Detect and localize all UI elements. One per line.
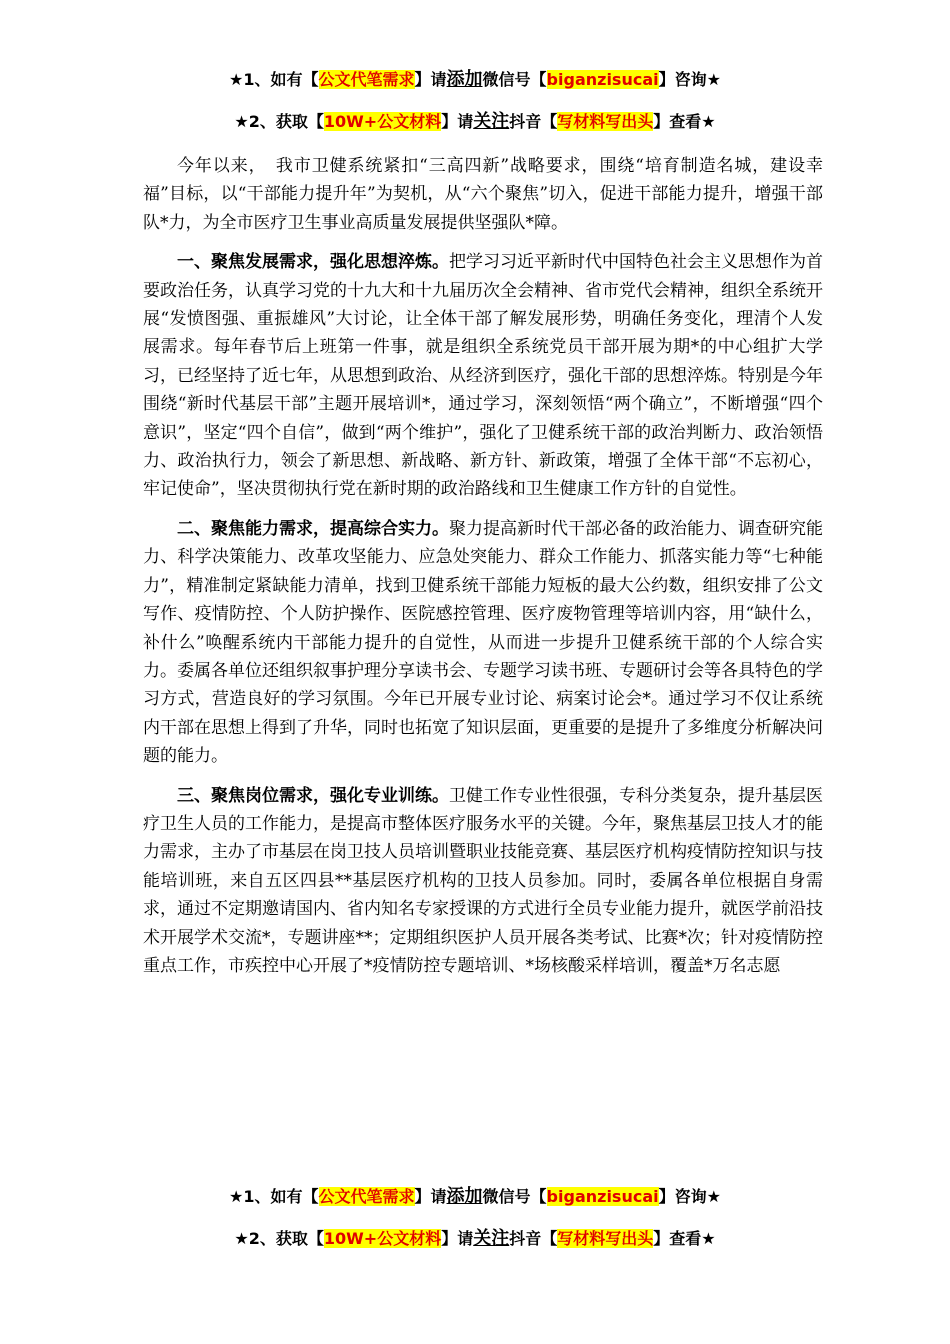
footer-ad-line-2 <box>0 1227 950 1251</box>
ad-text: 】查看★ <box>653 112 716 131</box>
ad-highlight-wechat-id: biganzisucai <box>546 1187 659 1206</box>
section-2-paragraph <box>143 515 823 771</box>
section-1-paragraph <box>143 248 823 504</box>
section-1-text: 把学习习近平新时代中国特色社会主义思想作为首要政治任务，认真学习党的十九大和十九届历次全会精神、省市党代会精神，组织全系统开展“发愤图强、重振雄风”大讨论，让全体干部了解发展形势，明确任务变化，理清个人发展需求。每年春节后上班第一件事，就是组织全系统党员干部开展为期*的中心组扩大学习，已经坚持了近七年，从思想到政治、从经济到医疗，强化干部的思想淬炼。特别是今年围绕“新时代基层干部”主题开展培训*，通过学习，深刻领悟“两个确立”，不断增强“四个意识”，坚定“四个自信”，做到“两个维护”，强化了卫健系统干部的政治判断力、政治领悟力、政治执行力，领会了新思想、新战略、新方针、新政策，增强了全体干部“不忘初心，牢记使命”，坚决贯彻执行党在新时期的政治路线和卫生健康工作方针的自觉性。 <box>143 252 823 500</box>
document-body <box>143 152 823 991</box>
ad-text: 微信号【 <box>482 70 547 89</box>
header-ad-line-1 <box>0 68 950 92</box>
intro-paragraph: 今年以来， 我市卫健系统紧扣“三高四新”战略要求，围绕“培育制造名城，建设幸福”目标，以“干部能力提升年”为契机，从“六个聚焦”切入，促进干部能力提升，增强干部队*力，为全市医疗卫生事业高质量发展提供坚强队*障。 <box>143 156 823 233</box>
ad-highlight: 公文代笔需求 <box>318 70 415 89</box>
section-1-heading: 一、聚焦发展需求，强化思想淬炼。 <box>177 252 449 273</box>
ad-text: ★1、如有【 <box>229 70 319 89</box>
footer-ad-line-1 <box>0 1185 950 1209</box>
ad-text: 】咨询★ <box>658 70 721 89</box>
section-2-heading: 二、聚焦能力需求，提高综合实力。 <box>177 518 449 539</box>
ad-underlined: 添加 <box>446 69 483 90</box>
ad-text: ★2、获取【 <box>234 1229 324 1248</box>
ad-text: 】请 <box>441 1229 474 1248</box>
ad-highlight: 10W+公文材料 <box>323 112 442 131</box>
ad-text: 抖音【 <box>509 112 558 131</box>
ad-text: 】请 <box>441 112 474 131</box>
ad-highlight-douyin: 写材料写出头 <box>557 112 654 131</box>
ad-underlined: 关注 <box>473 111 510 132</box>
ad-highlight-douyin: 写材料写出头 <box>557 1229 654 1248</box>
section-3-paragraph <box>143 782 823 981</box>
ad-text: 】咨询★ <box>658 1187 721 1206</box>
ad-highlight: 公文代笔需求 <box>318 1187 415 1206</box>
section-2-text: 聚力提高新时代干部必备的政治能力、调查研究能力、科学决策能力、改革攻坚能力、应急处突能力、群众工作能力、抓落实能力等“七种能力”，精准制定紧缺能力清单，找到卫健系统干部能力短板的最大公约数，组织安排了公文写作、疫情防控、个人防护操作、医院感控管理、医疗废物管理等培训内容，用“缺什么，补什么”唤醒系统内干部能力提升的自觉性，从而进一步提升卫健系统干部的个人综合实力。委属各单位还组织叙事护理分享读书会、专题学习读书班、专题研讨会等各具特色的学习方式，营造良好的学习氛围。今年已开展专业讨论、病案讨论会*。通过学习不仅让系统内干部在思想上得到了升华，同时也拓宽了知识层面，更重要的是提升了多维度分析解决问题的能力。 <box>143 518 823 767</box>
section-3-heading: 三、聚焦岗位需求，强化专业训练。 <box>177 785 449 806</box>
ad-text: 微信号【 <box>482 1187 547 1206</box>
ad-highlight: 10W+公文材料 <box>323 1229 442 1248</box>
ad-text: ★1、如有【 <box>229 1187 319 1206</box>
ad-text: 抖音【 <box>509 1229 558 1248</box>
ad-text: 】请 <box>414 70 447 89</box>
ad-text: 】请 <box>414 1187 447 1206</box>
ad-text: ★2、获取【 <box>234 112 324 131</box>
ad-highlight-wechat-id: biganzisucai <box>546 70 659 89</box>
ad-underlined: 添加 <box>446 1186 483 1207</box>
ad-text: 】查看★ <box>653 1229 716 1248</box>
section-3-text: 卫健工作专业性很强，专科分类复杂，提升基层医疗卫生人员的工作能力，是提高市整体医疗服务水平的关键。今年，聚焦基层卫技人才的能力需求，主办了市基层在岗卫技人员培训暨职业技能竞赛、基层医疗机构疫情防控知识与技能培训班，来自五区四县**基层医疗机构的卫技人员参加。同时，委属各单位根据自身需求，通过不定期邀请国内、省内知名专家授课的方式进行全员专业能力提升，就医学前沿技术开展学术交流*，专题讲座**；定期组织医护人员开展各类考试、比赛*次；针对疫情防控重点工作，市疾控中心开展了*疫情防控专题培训、*场核酸采样培训，覆盖*万名志愿 <box>143 785 823 976</box>
ad-underlined: 关注 <box>473 1228 510 1249</box>
header-ad-line-2 <box>0 110 950 134</box>
